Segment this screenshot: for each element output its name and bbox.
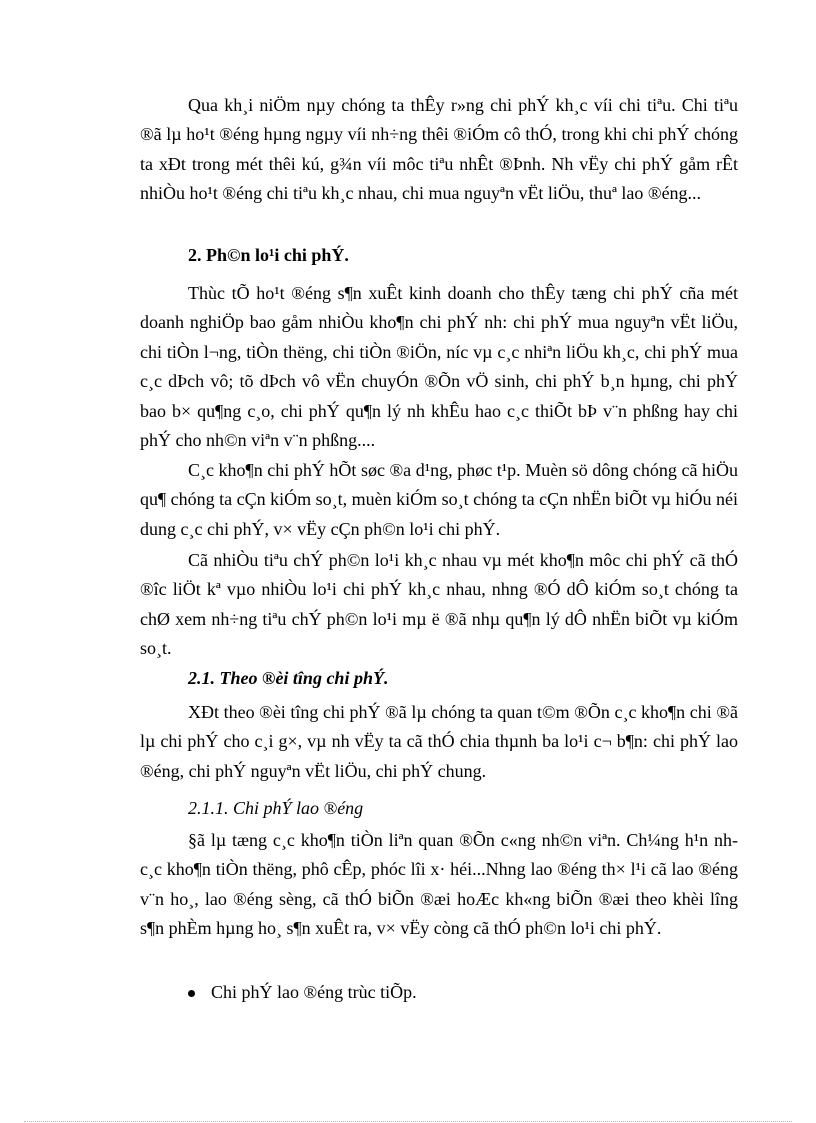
heading-cost-classification: 2. Ph©n lo¹i chi phÝ. bbox=[188, 245, 349, 265]
paragraph-classification-criteria: Cã nhiÒu tiªu chÝ ph©n lo¹i kh¸c nhau vµ mét kho¶n môc chi phÝ cã thÓ ®îc liÖt kª vµo nhiÒu lo¹i chi phÝ kh¸c nhau, nhng ®Ó dÔ kiÓm so¸t chóng ta chØ xem nh÷ng tiªu chÝ ph©n lo¹i mµ ë ®ã nhµ qu¶n lý dÔ nhËn biÕt vµ kiÓm so¸t. bbox=[140, 550, 738, 659]
heading-by-cost-object: 2.1. Theo ®èi tîng chi phÝ. bbox=[188, 668, 389, 688]
bullet-item-text: Chi phÝ lao ®éng trùc tiÕp. bbox=[211, 982, 417, 1002]
paragraph-cost-vs-spending: Qua kh¸i niÖm nµy chóng ta thÊy r»ng chi phÝ kh¸c víi chi tiªu. Chi tiªu ®ã lµ ho¹t ®éng hµng ngµy víi nh÷ng thêi ®iÓm cô thÓ, trong khi chi phÝ chóng ta xÐt trong mét thêi kú, g¾n víi môc tiªu nhÊt ®Þnh. Nh vËy chi phÝ gåm rÊt nhiÒu ho¹t ®éng chi tiªu kh¸c nhau, chi mua nguyªn vËt liÖu, thuª lao ®éng... bbox=[140, 95, 738, 204]
paragraph-cost-object: XÐt theo ®èi tîng chi phÝ ®ã lµ chóng ta quan t©m ®Õn c¸c kho¶n chi ®ã lµ chi phÝ cho c¸i g×, vµ nh vËy ta cã thÓ chia thµnh ba lo¹i c¬ b¶n: chi phÝ lao ®éng, chi phÝ nguyªn vËt liÖu, chi phÝ chung. bbox=[140, 702, 738, 781]
page-bottom-divider bbox=[24, 1121, 792, 1122]
paragraph-cost-control: C¸c kho¶n chi phÝ hÕt søc ®a d¹ng, phøc t¹p. Muèn sö dông chóng cã hiÖu qu¶ chóng ta cÇn kiÓm so¸t, muèn kiÓm so¸t chóng ta cÇn nhËn biÕt vµ hiÓu néi dung c¸c chi phÝ, v× vËy cÇn ph©n lo¹i chi phÝ. bbox=[140, 460, 738, 539]
paragraph-enterprise-costs: Thùc tÕ ho¹t ®éng s¶n xuÊt kinh doanh cho thÊy tæng chi phÝ cña mét doanh nghiÖp bao gåm nhiÒu kho¶n chi phÝ nh: chi phÝ mua nguyªn vËt liÖu, chi tiÒn l¬ng, tiÒn thëng, chi tiÒn ®iÖn, níc vµ c¸c nhiªn liÖu kh¸c, chi phÝ mua c¸c dÞch vô; tõ dÞch vô vËn chuyÓn ®Õn vÖ sinh, chi phÝ b¸n hµng, chi phÝ bao b× qu¶ng c¸o, chi phÝ qu¶n lý nh khÊu hao c¸c thiÕt bÞ v¨n phßng hay chi phÝ cho nh©n viªn v¨n phßng.... bbox=[140, 283, 738, 451]
bullet-item-direct-labor bbox=[188, 980, 417, 1004]
heading-labor-cost: 2.1.1. Chi phÝ lao ®éng bbox=[188, 798, 364, 818]
bullet-dot-icon bbox=[188, 990, 195, 997]
paragraph-labor-cost: §ã lµ tæng c¸c kho¶n tiÒn liªn quan ®Õn c«ng nh©n viªn. Ch¼ng h¹n nh c¸c kho¶n tiÒn thëng, phô cÊp, phóc lîi x· héi...Nhng lao ®éng th× l¹i cã lao ®éng v¨n ho¸, lao ®éng sèng, cã thÓ biÕn ®æi hoÆc kh«ng biÕn ®æi theo khèi lîng s¶n phÈm hµng ho¸ s¶n xuÊt ra, v× vËy còng cã thÓ ph©n lo¹i chi phÝ. bbox=[140, 830, 738, 939]
